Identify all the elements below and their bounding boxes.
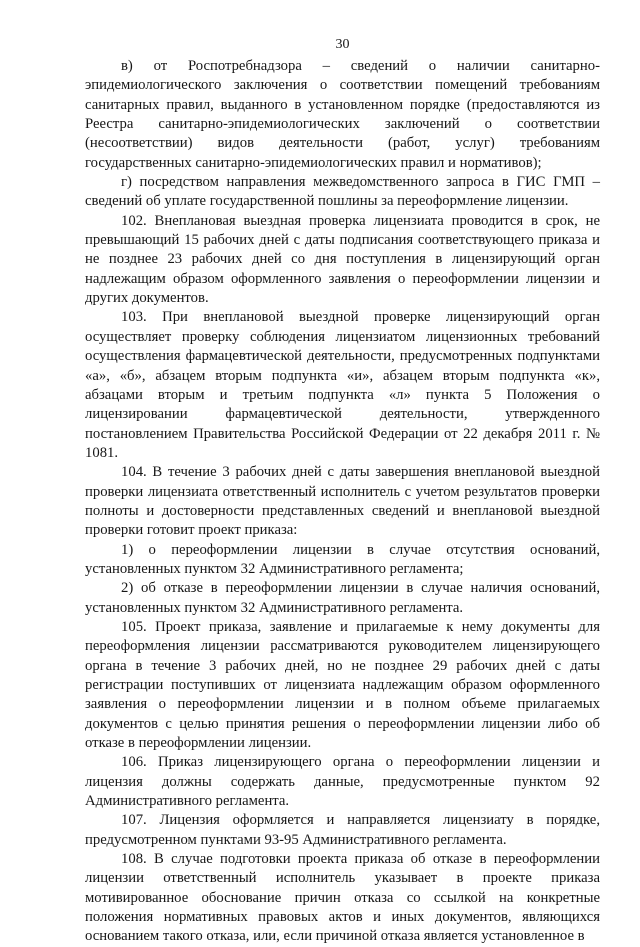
paragraph-103: 103. При внеплановой выездной проверке лицензирующий орган осуществляет проверку соблюдения лицензиатом лицензионных требований осуществления фармацевтической деятельности, предусмотренных подпунктами «а», «б», абзацем вторым подпункта «и», абзацем вторым подпункта «к», абзацами вторым и третьим подпункта «л» пункта 5 Положения о лицензировании фармацевтической деятельности, утвержденного постановлением Правительства Российской Федерации от 22 декабря 2011 г. № 1081. xyxy=(85,309,600,461)
paragraph-104-item-1: 1) о переоформлении лицензии в случае отсутствия оснований, установленных пунктом 32 Административного регламента; xyxy=(85,541,600,577)
paragraph-105: 105. Проект приказа, заявление и прилагаемые к нему документы для переоформления лицензии рассматриваются руководителем лицензирующего органа в течение 3 рабочих дней, но не позднее 29 рабочих дней с даты регистрации поступивших от лицензиата надлежащим образом оформленного заявления о переоформлении лицензии и в полном объеме прилагаемых документов с целью принятия решения о переоформлении лицензии либо об отказе в переоформлении лицензии. xyxy=(85,618,600,752)
paragraph-108: 108. В случае подготовки проекта приказа об отказе в переоформлении лицензии ответственный исполнитель указывает в проекте приказа мотивированное обоснование причин отказа со ссылкой на конкретные положения нормативных правовых актов и иных документов, являющихся основанием такого отказа, или, если причиной отказа является установленное в xyxy=(85,851,600,945)
paragraph-102: 102. Внеплановая выездная проверка лицензиата проводится в срок, не превышающий 15 рабочих дней с даты подписания соответствующего приказа и не позднее 23 рабочих дней со дня поступления в лицензирующий орган надлежащим образом оформленного заявления о переоформлении лицензии и других документов. xyxy=(85,212,600,307)
page-number: 30 xyxy=(335,37,350,52)
paragraph-107: 107. Лицензия оформляется и направляется лицензиату в порядке, предусмотренном пунктами 93-95 Административного регламента. xyxy=(85,812,600,848)
paragraph-104: 104. В течение 3 рабочих дней с даты завершения внеплановой выездной проверки лицензиата ответственный исполнитель с учетом результатов проверки полноты и достоверности представленных сведений и внеплановой выездной проверки готовит проект приказа: xyxy=(85,464,600,539)
paragraph-104-item-2: 2) об отказе в переоформлении лицензии в случае наличия оснований, установленных пунктом 32 Административного регламента. xyxy=(85,580,600,616)
document-body xyxy=(85,57,600,947)
paragraph-item-v: в) от Роспотребнадзора – сведений о наличии санитарно-эпидемиологического заключения о соответствии помещений требованиям санитарных правил, выданного в установленном порядке (предоставляются из Реестра санитарно-эпидемиологических заключений о соответствии (несоответствии) видов деятельности (работ, услуг) требованиям государственных санитарно-эпидемиологических правил и нормативов); xyxy=(85,58,600,171)
paragraph-item-g: г) посредством направления межведомственного запроса в ГИС ГМП – сведений об уплате государственной пошлины за переоформление лицензии. xyxy=(85,174,600,210)
paragraph-106: 106. Приказ лицензирующего органа о переоформлении лицензии и лицензия должны содержать данные, предусмотренные пунктом 92 Административного регламента. xyxy=(85,754,600,810)
